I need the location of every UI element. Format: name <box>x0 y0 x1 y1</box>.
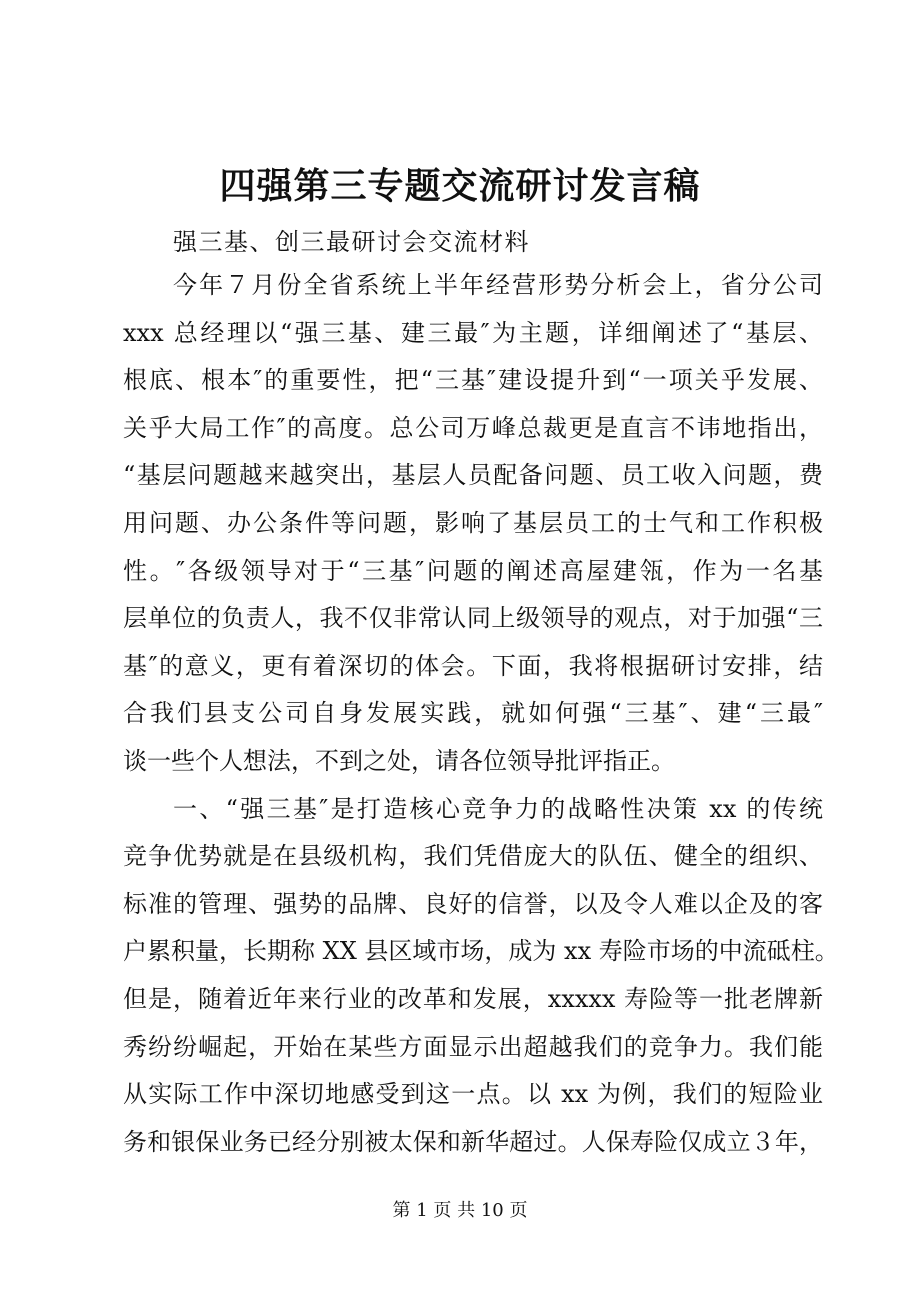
paragraph-line: 户累积量，长期称 XX 县区域市场，成为 xx 寿险市场的中流砥柱。 <box>123 937 839 966</box>
paragraph-line: 层单位的负责人，我不仅非常认同上级领导的观点，对于加强“三 <box>123 604 823 633</box>
paragraph-line: “基层问题越来越突出，基层人员配备问题、员工收入问题，费 <box>123 461 823 490</box>
paragraph-line: 关乎大局工作″的高度。总公司万峰总裁更是直言不讳地指出， <box>123 413 823 442</box>
paragraph-line: 性。″各级领导对于“三基″问题的阐述高屋建瓴，作为一名基 <box>123 556 823 585</box>
paragraph-1 <box>123 262 823 786</box>
page-footer <box>0 1196 920 1226</box>
paragraph-line: 从实际工作中深切地感受到这一点。以 xx 为例，我们的短险业 <box>123 1080 823 1109</box>
document-subtitle: 强三基、创三最研讨会交流材料 <box>173 228 530 256</box>
document-body <box>123 262 839 1166</box>
paragraph-line: 合我们县支公司自身发展实践，就如何强“三基″、建“三最″ <box>123 699 823 728</box>
paragraph-line: 标准的管理、强势的品牌、良好的信誉，以及令人难以企及的客 <box>123 889 823 918</box>
paragraph-line: 谈一些个人想法，不到之处，请各位领导批评指正。 <box>123 746 675 775</box>
paragraph-line: xxx 总经理以“强三基、建三最″为主题，详细阐述了“基层、 <box>123 318 823 347</box>
paragraph-line: 用问题、办公条件等问题，影响了基层员工的士气和工作积极 <box>123 508 823 537</box>
paragraph-line: 但是，随着近年来行业的改革和发展，xxxxx 寿险等一批老牌新 <box>123 984 823 1013</box>
paragraph-line: 基″的意义，更有着深切的体会。下面，我将根据研讨安排，结 <box>123 651 823 680</box>
paragraph-line: 竞争优势就是在县级机构，我们凭借庞大的队伍、健全的组织、 <box>123 842 823 871</box>
paragraph-line: 务和银保业务已经分别被太保和新华超过。人保寿险仅成立３年， <box>123 1127 823 1156</box>
paragraph-line: 一、“强三基″是打造核心竞争力的战略性决策 xx 的传统 <box>173 794 823 823</box>
page-number-label: 第 1 页 共 10 页 <box>392 1200 528 1221</box>
paragraph-line: 秀纷纷崛起，开始在某些方面显示出超越我们的竞争力。我们能 <box>123 1032 823 1061</box>
paragraph-line: 根底、根本″的重要性，把“三基″建设提升到“一项关乎发展、 <box>123 366 823 395</box>
paragraph-2 <box>123 786 839 1167</box>
paragraph-line: 今年７月份全省系统上半年经营形势分析会上，省分公司 <box>173 271 823 299</box>
document-title: 四强第三专题交流研讨发言稿 <box>219 165 701 207</box>
